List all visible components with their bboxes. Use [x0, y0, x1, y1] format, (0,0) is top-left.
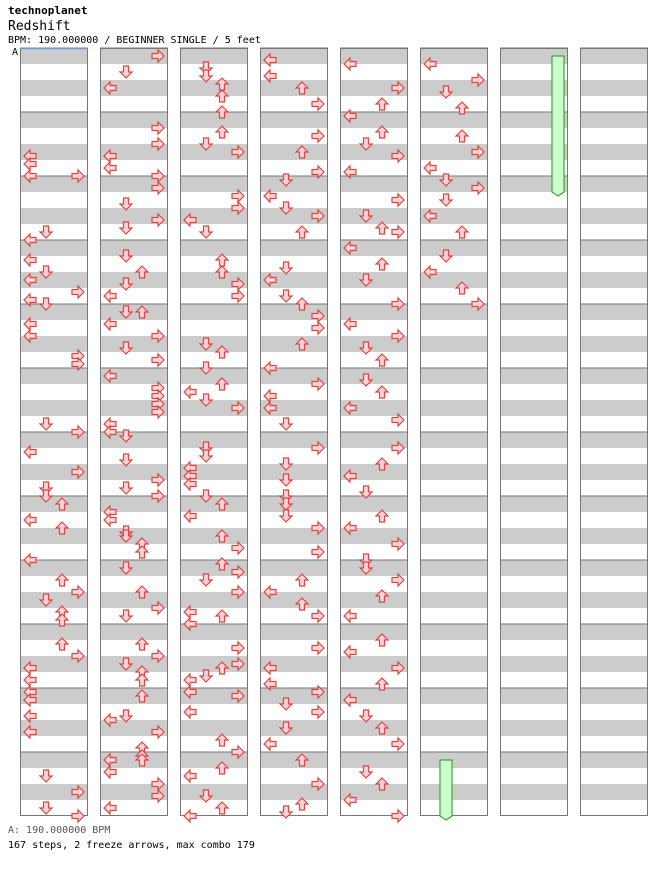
beat-band	[180, 240, 248, 256]
beat-band	[420, 368, 488, 384]
beat-band	[260, 112, 328, 128]
beat-band	[260, 256, 328, 272]
beat-band	[580, 384, 648, 400]
beat-band	[20, 48, 88, 64]
beat-band	[500, 624, 568, 640]
beat-band	[180, 80, 248, 96]
beat-band	[580, 448, 648, 464]
beat-band	[500, 304, 568, 320]
beat-band	[580, 800, 648, 816]
beat-band	[580, 112, 648, 128]
beat-band	[580, 128, 648, 144]
beat-band	[500, 640, 568, 656]
beat-band	[580, 608, 648, 624]
beat-band	[580, 320, 648, 336]
beat-band	[100, 528, 168, 544]
beat-band	[20, 480, 88, 496]
beat-band	[100, 240, 168, 256]
bpm-marker-label: A	[12, 47, 19, 58]
beat-band	[420, 320, 488, 336]
beat-band	[180, 128, 248, 144]
beat-band	[100, 560, 168, 576]
beat-band	[500, 656, 568, 672]
beat-band	[580, 560, 648, 576]
beat-band	[580, 176, 648, 192]
beat-band	[260, 496, 328, 512]
beat-band	[260, 480, 328, 496]
beat-band	[420, 448, 488, 464]
beat-band	[580, 48, 648, 64]
beat-band	[500, 256, 568, 272]
beat-band	[500, 768, 568, 784]
beat-band	[260, 224, 328, 240]
beat-band	[500, 272, 568, 288]
beat-band	[20, 208, 88, 224]
beat-band	[340, 752, 408, 768]
beat-band	[100, 448, 168, 464]
beat-band	[260, 288, 328, 304]
bpm-legend: A: 190.000000 BPM	[8, 825, 111, 836]
beat-band	[420, 592, 488, 608]
beat-band	[420, 688, 488, 704]
beat-band	[500, 432, 568, 448]
beat-band	[100, 688, 168, 704]
beat-band	[420, 800, 488, 816]
beat-band	[580, 656, 648, 672]
beat-band	[580, 240, 648, 256]
beat-band	[20, 112, 88, 128]
beat-band	[580, 192, 648, 208]
beat-band	[580, 304, 648, 320]
beat-band	[580, 352, 648, 368]
beat-band	[20, 96, 88, 112]
beat-band	[100, 544, 168, 560]
beat-band	[500, 736, 568, 752]
beat-band	[420, 336, 488, 352]
beat-band	[260, 720, 328, 736]
beat-band	[420, 720, 488, 736]
beat-band	[580, 80, 648, 96]
beat-band	[180, 416, 248, 432]
chart-info: BPM: 190.000000 / BEGINNER SINGLE / 5 feet	[8, 35, 261, 46]
beat-band	[580, 336, 648, 352]
beat-band	[500, 448, 568, 464]
beat-band	[500, 512, 568, 528]
beat-band	[500, 800, 568, 816]
beat-band	[580, 576, 648, 592]
beat-band	[20, 624, 88, 640]
beat-band	[420, 784, 488, 800]
beat-band	[580, 208, 648, 224]
beat-band	[500, 208, 568, 224]
beat-band	[420, 608, 488, 624]
beat-band	[100, 576, 168, 592]
beat-band	[420, 528, 488, 544]
beat-band	[180, 96, 248, 112]
beat-band	[500, 576, 568, 592]
beat-band	[500, 240, 568, 256]
beat-band	[260, 336, 328, 352]
beat-band	[500, 416, 568, 432]
beat-band	[180, 720, 248, 736]
beat-band	[420, 656, 488, 672]
beat-band	[20, 496, 88, 512]
beat-band	[580, 544, 648, 560]
song-title: Redshift	[8, 19, 71, 34]
beat-band	[580, 704, 648, 720]
beat-band	[580, 464, 648, 480]
beat-band	[420, 112, 488, 128]
beat-band	[180, 432, 248, 448]
beat-band	[500, 752, 568, 768]
beat-band	[420, 240, 488, 256]
beat-band	[580, 160, 648, 176]
beat-band	[500, 464, 568, 480]
beat-band	[420, 624, 488, 640]
beat-band	[340, 128, 408, 144]
beat-band	[580, 288, 648, 304]
beat-band	[420, 496, 488, 512]
beat-band	[260, 416, 328, 432]
beat-band	[580, 624, 648, 640]
beat-band	[20, 608, 88, 624]
beat-band	[500, 560, 568, 576]
beat-band	[580, 592, 648, 608]
beat-band	[340, 256, 408, 272]
beat-band	[420, 480, 488, 496]
beat-band	[420, 576, 488, 592]
beat-band	[500, 368, 568, 384]
beat-band	[420, 400, 488, 416]
beat-band	[500, 784, 568, 800]
beat-band	[420, 432, 488, 448]
beat-band	[500, 608, 568, 624]
beat-band	[580, 480, 648, 496]
beat-band	[420, 736, 488, 752]
beat-band	[500, 592, 568, 608]
beat-band	[180, 256, 248, 272]
beat-band	[100, 256, 168, 272]
beat-band	[580, 528, 648, 544]
beat-band	[340, 384, 408, 400]
beat-band	[260, 464, 328, 480]
beat-band	[500, 688, 568, 704]
beat-band	[580, 768, 648, 784]
beat-band	[500, 496, 568, 512]
beat-band	[180, 368, 248, 384]
freeze-arrow	[440, 760, 452, 820]
beat-band	[100, 624, 168, 640]
beat-band	[420, 640, 488, 656]
beat-band	[580, 688, 648, 704]
beat-band	[580, 640, 648, 656]
beat-band	[20, 192, 88, 208]
beat-band	[580, 96, 648, 112]
beat-band	[180, 320, 248, 336]
beat-band	[500, 336, 568, 352]
beat-band	[580, 496, 648, 512]
beat-band	[260, 624, 328, 640]
chart-summary: 167 steps, 2 freeze arrows, max combo 179	[8, 840, 255, 851]
beat-band	[180, 48, 248, 64]
beat-band	[420, 384, 488, 400]
beat-band	[180, 304, 248, 320]
beat-band	[180, 352, 248, 368]
beat-band	[100, 64, 168, 80]
beat-band	[340, 352, 408, 368]
beat-band	[260, 560, 328, 576]
beat-band	[180, 112, 248, 128]
beat-band	[420, 672, 488, 688]
beat-band	[500, 720, 568, 736]
song-artist: technoplanet	[8, 4, 88, 17]
beat-band	[580, 224, 648, 240]
beat-band	[180, 160, 248, 176]
beat-band	[340, 208, 408, 224]
beat-band	[340, 272, 408, 288]
beat-band	[420, 352, 488, 368]
beat-band	[180, 784, 248, 800]
beat-band	[260, 240, 328, 256]
beat-band	[580, 784, 648, 800]
beat-band	[500, 528, 568, 544]
beat-band	[580, 368, 648, 384]
beat-band	[100, 672, 168, 688]
beat-band	[420, 768, 488, 784]
beat-band	[500, 320, 568, 336]
beat-band	[420, 96, 488, 112]
beat-band	[20, 400, 88, 416]
beat-band	[500, 480, 568, 496]
chart-column	[580, 48, 648, 816]
beat-band	[20, 64, 88, 80]
beat-band	[340, 624, 408, 640]
beat-band	[580, 736, 648, 752]
beat-band	[580, 416, 648, 432]
beat-band	[500, 544, 568, 560]
beat-band	[420, 512, 488, 528]
beat-band	[580, 720, 648, 736]
beat-band	[500, 224, 568, 240]
beat-band	[260, 800, 328, 816]
beat-band	[100, 96, 168, 112]
beat-band	[340, 368, 408, 384]
beat-band	[580, 272, 648, 288]
beat-band	[20, 384, 88, 400]
beat-band	[420, 704, 488, 720]
beat-band	[20, 128, 88, 144]
beat-band	[340, 768, 408, 784]
beat-band	[500, 288, 568, 304]
beat-band	[20, 768, 88, 784]
beat-band	[420, 416, 488, 432]
beat-band	[580, 672, 648, 688]
beat-band	[420, 560, 488, 576]
beat-band	[580, 400, 648, 416]
beat-band	[20, 528, 88, 544]
beat-band	[500, 384, 568, 400]
beat-band	[20, 80, 88, 96]
beat-band	[580, 512, 648, 528]
beat-band	[580, 144, 648, 160]
beat-band	[580, 752, 648, 768]
chart-column	[260, 48, 328, 816]
beat-band	[340, 592, 408, 608]
beat-band	[500, 352, 568, 368]
beat-band	[420, 752, 488, 768]
beat-band	[180, 64, 248, 80]
beat-band	[500, 400, 568, 416]
beat-band	[500, 672, 568, 688]
beat-band	[580, 256, 648, 272]
beat-band	[20, 752, 88, 768]
beat-band	[180, 336, 248, 352]
beat-band	[340, 720, 408, 736]
beat-band	[100, 272, 168, 288]
beat-band	[420, 128, 488, 144]
beat-band	[580, 64, 648, 80]
beat-band	[420, 224, 488, 240]
beat-band	[420, 544, 488, 560]
beat-band	[340, 496, 408, 512]
beat-band	[260, 752, 328, 768]
freeze-arrow	[552, 56, 564, 196]
beat-band	[260, 144, 328, 160]
beat-band	[420, 464, 488, 480]
beat-band	[580, 432, 648, 448]
beat-band	[500, 704, 568, 720]
